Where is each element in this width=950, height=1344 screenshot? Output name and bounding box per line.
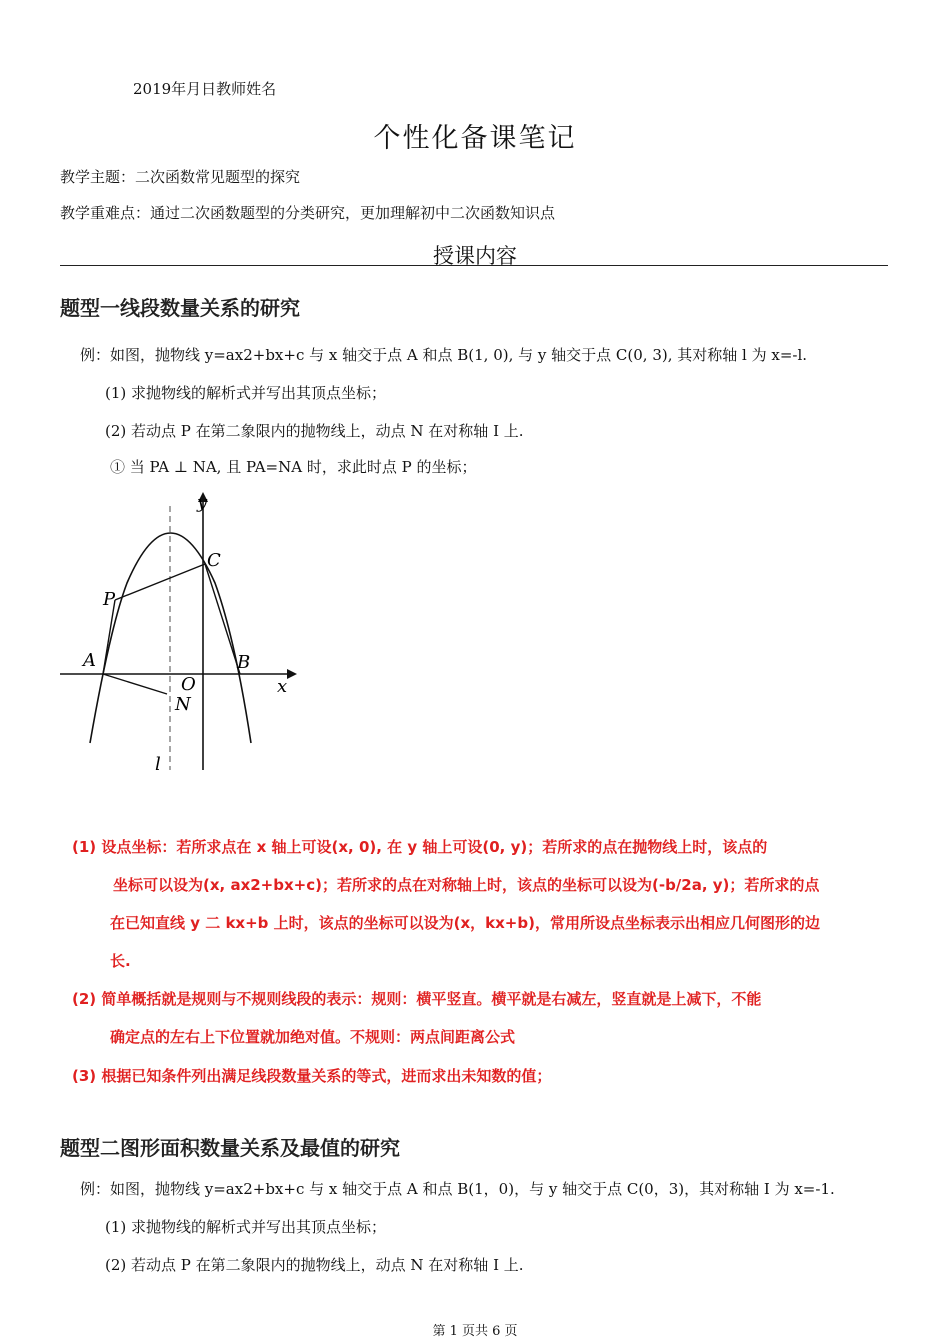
part1-question-2a: ① 当 PA ⊥ NA, 且 PA=NA 时，求此时点 P 的坐标； — [110, 458, 477, 476]
section-label: 授课内容 — [433, 244, 517, 268]
label-y: y — [197, 492, 208, 513]
segment-ap — [103, 600, 115, 674]
label-o: O — [181, 674, 196, 695]
part2-question-2: (2) 若动点 P 在第二象限内的抛物线上，动点 N 在对称轴 I 上. — [105, 1256, 524, 1274]
label-c: C — [207, 550, 221, 571]
note-1-line-4: 长. — [110, 952, 131, 970]
label-n: N — [175, 694, 191, 715]
part2-question-1: (1) 求抛物线的解析式并写出其顶点坐标； — [105, 1218, 387, 1236]
section-divider — [60, 265, 888, 266]
label-a: A — [83, 650, 96, 671]
parabola-figure — [55, 488, 305, 778]
part1-question-1: (1) 求抛物线的解析式并写出其顶点坐标； — [105, 384, 387, 402]
part1-heading: 题型一线段数量关系的研究 — [60, 296, 300, 320]
label-b: B — [237, 652, 251, 673]
note-1-line-3: 在已知直线 y 二 kx+b 上时，该点的坐标可以设为(x，kx+b)，常用所设点坐标表示出相应几何图形的边 — [110, 914, 820, 932]
note-1-line-2: 坐标可以设为(x, ax2+bx+c)；若所求的点在对称轴上时，该点的坐标可以设为(-b/2a, y)；若所求的点 — [113, 876, 820, 894]
part2-example: 例：如图，抛物线 y=ax2+bx+c 与 x 轴交于点 A 和点 B(1，0)，与 y 轴交于点 C(0，3)，其对称轴 I 为 x=-1. — [80, 1180, 835, 1198]
segment-cb — [205, 564, 240, 674]
label-x: x — [277, 676, 288, 697]
part2-heading: 题型二图形面积数量关系及最值的研究 — [60, 1136, 400, 1160]
segment-an — [103, 674, 167, 694]
segment-pc — [115, 564, 205, 600]
x-axis-arrow-icon — [287, 669, 297, 679]
teaching-key-points: 教学重难点：通过二次函数题型的分类研究，更加理解初中二次函数知识点 — [60, 204, 556, 222]
note-1-line-1: (1) 设点坐标：若所求点在 x 轴上可设(x, 0), 在 y 轴上可设(0, y)；若所求的点在抛物线上时，该点的 — [72, 838, 768, 856]
date-teacher-line: 2019年月日教师姓名 — [133, 80, 277, 98]
note-2-line-1: (2) 简单概括就是规则与不规则线段的表示：规则：横平竖直。横平就是右减左，竖直就是上减下，不能 — [72, 990, 762, 1008]
label-l: l — [155, 754, 161, 775]
teaching-topic: 教学主题：二次函数常见题型的探究 — [60, 168, 301, 186]
page-number: 第 1 页共 6 页 — [432, 1324, 518, 1339]
page-title: 个性化备课笔记 — [373, 123, 577, 154]
label-p: P — [103, 589, 116, 610]
note-3-line-1: (3) 根据已知条件列出满足线段数量关系的等式，进而求出未知数的值； — [72, 1067, 552, 1085]
part1-question-2: (2) 若动点 P 在第二象限内的抛物线上，动点 N 在对称轴 I 上. — [105, 422, 524, 440]
note-2-line-2: 确定点的左右上下位置就加绝对值。不规则：两点间距离公式 — [110, 1028, 516, 1046]
part1-example: 例：如图，抛物线 y=ax2+bx+c 与 x 轴交于点 A 和点 B(1, 0), 与 y 轴交于点 C(0, 3), 其对称轴 l 为 x=-l. — [80, 346, 808, 364]
